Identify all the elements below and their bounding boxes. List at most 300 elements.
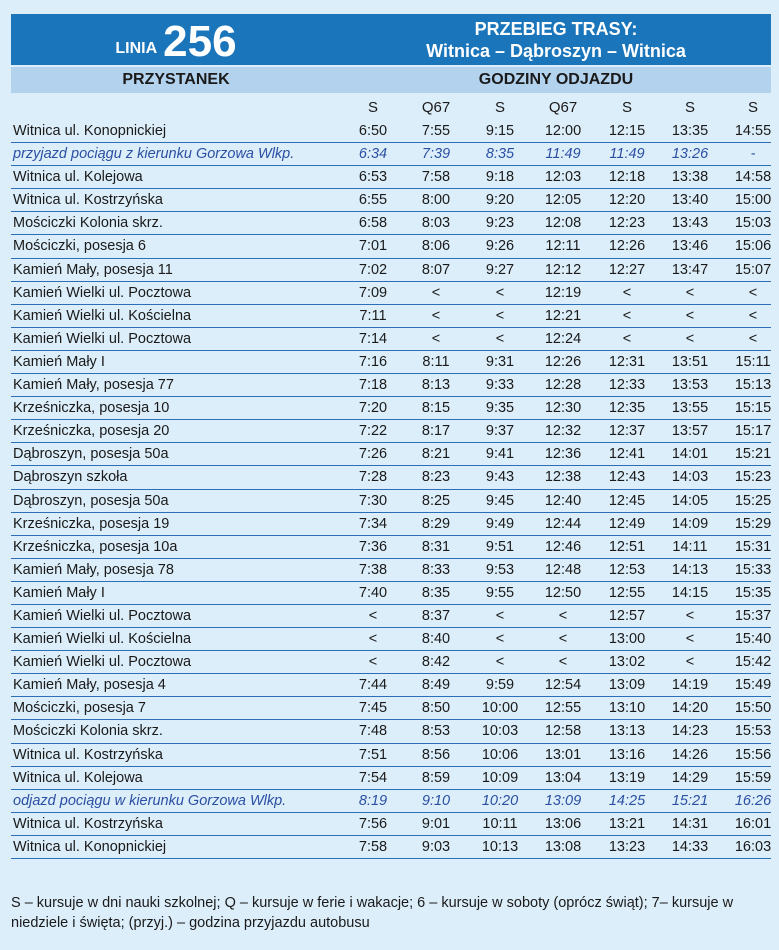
stop-name: Krześniczka, posesja 10	[13, 400, 170, 417]
departure-time: 7:18	[358, 377, 388, 394]
departure-time: 8:53	[421, 723, 451, 740]
departure-time: 8:35	[485, 146, 515, 163]
departure-time: 8:17	[421, 423, 451, 440]
table-row	[11, 212, 771, 235]
stop-name: Kamień Mały I	[13, 584, 105, 601]
departure-time: 10:20	[481, 792, 519, 809]
departure-time: 7:58	[421, 169, 451, 186]
departure-time: 9:45	[485, 492, 515, 509]
departure-time: 14:55	[734, 123, 772, 139]
table-row	[11, 166, 771, 189]
table-row	[11, 443, 771, 466]
departure-time: 10:00	[481, 700, 519, 717]
departure-time: 7:14	[358, 330, 388, 347]
course-type: Q67	[421, 99, 451, 116]
course-type: S	[747, 99, 758, 116]
departure-time: 7:02	[358, 261, 388, 278]
departure-time: 6:50	[358, 123, 388, 139]
departure-time: 9:10	[421, 792, 451, 809]
departure-time: 13:47	[671, 261, 709, 278]
departure-time: 13:01	[544, 746, 582, 763]
table-row	[11, 559, 771, 582]
departure-time: 6:55	[358, 192, 388, 209]
table-row	[11, 466, 771, 489]
departure-time: 7:44	[358, 677, 388, 694]
departure-time: 13:38	[671, 169, 709, 186]
departure-time: 16:01	[734, 815, 772, 832]
departure-time: 14:03	[671, 469, 709, 486]
departure-time: 8:13	[421, 377, 451, 394]
departure-time: 13:06	[544, 815, 582, 832]
departure-time: 7:16	[358, 353, 388, 370]
departure-time: 10:06	[481, 746, 519, 763]
departure-time: 13:23	[608, 838, 646, 855]
departure-time: <	[495, 607, 505, 624]
footnote: S – kursuje w dni nauki szkolnej; Q – kursuje w ferie i wakacje; 6 – kursuje w soboty (oprócz świąt); 7– kursuje w niedziele i święta; (przyj.) – godzina przyjazdu autobusu	[11, 895, 734, 931]
departure-time: <	[368, 631, 378, 648]
stop-name: Mościczki Kolonia skrz.	[13, 723, 163, 740]
departure-time: 8:33	[421, 561, 451, 578]
table-row	[11, 420, 771, 443]
departure-time: 15:17	[734, 423, 772, 440]
stop-name: Krześniczka, posesja 20	[13, 423, 170, 440]
stop-name: Dąbroszyn, posesja 50a	[13, 492, 169, 509]
departure-time: 13:55	[671, 400, 709, 417]
departure-time: 7:09	[358, 284, 388, 301]
departure-time: 14:23	[671, 723, 709, 740]
departure-time: 12:44	[544, 515, 582, 532]
departure-time: 8:50	[421, 700, 451, 717]
departure-time: 14:13	[671, 561, 709, 578]
departure-time: 7:26	[358, 446, 388, 463]
course-type-header-row	[11, 96, 771, 120]
table-row	[11, 189, 771, 212]
departure-time: 15:31	[734, 538, 772, 555]
departure-time: <	[431, 330, 441, 347]
departure-time: 9:35	[485, 400, 515, 417]
departure-time: 12:43	[608, 469, 646, 486]
departure-time: 15:49	[734, 677, 772, 694]
departure-time: 12:11	[545, 238, 581, 255]
stop-name: Kamień Wielki ul. Kościelna	[13, 307, 192, 324]
route-name: Witnica – Dąbroszyn – Witnica	[426, 41, 686, 61]
departure-time: <	[558, 631, 568, 648]
departure-time: 11:49	[609, 146, 645, 163]
departure-time: 7:54	[358, 769, 388, 786]
stop-name: Kamień Mały, posesja 11	[13, 261, 173, 278]
stop-name: Witnica ul. Kolejowa	[13, 169, 143, 186]
departure-time: 14:19	[671, 677, 709, 694]
departure-time: 12:26	[544, 353, 582, 370]
departure-time: 12:35	[608, 400, 646, 417]
departure-time: 12:03	[544, 169, 582, 186]
departure-time: 15:53	[734, 723, 772, 740]
table-row	[11, 282, 771, 305]
departure-time: 14:11	[672, 538, 708, 555]
stop-name: Kamień Wielki ul. Kościelna	[13, 631, 192, 648]
departure-time: 6:58	[358, 215, 388, 232]
departure-time: 9:23	[485, 215, 515, 232]
stop-name: Mościczki Kolonia skrz.	[13, 215, 163, 232]
stop-name: Kamień Wielki ul. Pocztowa	[13, 654, 192, 671]
departure-time: 12:30	[544, 400, 582, 417]
departure-time: 8:49	[421, 677, 451, 694]
table-row	[11, 628, 771, 651]
stop-name: odjazd pociągu w kierunku Gorzowa Wlkp.	[13, 792, 287, 809]
departure-time: 9:51	[485, 538, 515, 555]
departure-time: 8:19	[358, 792, 388, 809]
train-connection-row	[11, 790, 771, 813]
departure-time: 12:46	[544, 538, 582, 555]
table-row	[11, 767, 771, 790]
table-row	[11, 720, 771, 743]
departure-time: 14:33	[671, 838, 709, 855]
departure-time: 7:28	[358, 469, 388, 486]
departure-time: 12:18	[608, 169, 646, 186]
departure-time: <	[368, 607, 378, 624]
departure-time: 12:20	[608, 192, 646, 209]
stop-name: Witnica ul. Kostrzyńska	[13, 746, 163, 763]
stop-name: Witnica ul. Kostrzyńska	[13, 192, 163, 209]
departure-time: 15:29	[734, 515, 772, 532]
departure-time: 15:42	[734, 654, 772, 671]
departure-time: -	[750, 146, 756, 163]
departure-time: <	[685, 307, 695, 324]
departure-time: 9:43	[485, 469, 515, 486]
departure-time: 12:37	[608, 423, 646, 440]
departure-time: 13:08	[544, 838, 582, 855]
departure-time: 12:08	[544, 215, 582, 232]
table-row	[11, 305, 771, 328]
departure-time: 12:12	[544, 261, 582, 278]
departure-time: 14:20	[671, 700, 709, 717]
departure-time: 15:37	[734, 607, 772, 624]
table-row	[11, 513, 771, 536]
departure-time: 8:07	[421, 261, 451, 278]
departure-time: 15:40	[734, 631, 772, 648]
departure-time: 13:04	[544, 769, 582, 786]
stop-name: Witnica ul. Kolejowa	[13, 769, 143, 786]
departure-time: 15:07	[734, 261, 772, 278]
departure-time: 15:25	[734, 492, 772, 509]
departure-time: 7:38	[358, 561, 388, 578]
departure-time: 15:35	[734, 584, 772, 601]
departure-time: 13:00	[608, 631, 646, 648]
departure-time: 12:05	[544, 192, 582, 209]
course-type: Q67	[548, 99, 578, 116]
departure-time: 12:50	[544, 584, 582, 601]
table-row	[11, 651, 771, 674]
stop-name: Mościczki, posesja 6	[13, 238, 146, 255]
departure-time: 10:09	[481, 769, 519, 786]
departure-time: 9:01	[421, 815, 451, 832]
departure-time: 8:25	[421, 492, 451, 509]
departure-time: 10:13	[481, 838, 519, 855]
departure-time: 9:20	[485, 192, 515, 209]
departure-time: 13:51	[671, 353, 709, 370]
departure-time: 12:00	[544, 123, 582, 139]
departure-time: 8:35	[421, 584, 451, 601]
departure-time: <	[685, 607, 695, 624]
departure-time: <	[622, 284, 632, 301]
departure-time: 12:15	[608, 123, 646, 139]
departure-time: 13:46	[671, 238, 709, 255]
departure-time: <	[495, 307, 505, 324]
departure-time: 7:34	[358, 515, 388, 532]
stop-name: Dąbroszyn szkoła	[13, 469, 128, 486]
departure-time: 8:23	[421, 469, 451, 486]
stop-name: Kamień Wielki ul. Pocztowa	[13, 607, 192, 624]
train-connection-row	[11, 143, 771, 166]
departure-time: 12:40	[544, 492, 582, 509]
departure-time: 9:33	[485, 377, 515, 394]
departure-time: 14:15	[671, 584, 709, 601]
departure-time: <	[748, 307, 758, 324]
table-row	[11, 120, 771, 143]
departure-time: <	[685, 330, 695, 347]
stop-name: przyjazd pociągu z kierunku Gorzowa Wlkp.	[13, 146, 295, 163]
departure-time: 7:01	[358, 238, 388, 255]
departure-time: 6:53	[358, 169, 388, 186]
departure-time: 13:26	[671, 146, 709, 163]
table-row	[11, 813, 771, 836]
departure-time: 9:27	[485, 261, 515, 278]
departure-time: 12:27	[608, 261, 646, 278]
departure-time: 14:26	[671, 746, 709, 763]
departure-time: 7:45	[358, 700, 388, 717]
departure-time: <	[495, 654, 505, 671]
departure-time: 11:49	[545, 146, 581, 163]
table-row	[11, 536, 771, 559]
departure-time: 7:39	[421, 146, 451, 163]
departure-time: 15:06	[734, 238, 772, 255]
departure-time: <	[622, 330, 632, 347]
departure-time: 8:40	[421, 631, 451, 648]
stop-column-header: PRZYSTANEK	[122, 71, 230, 88]
departure-time: 14:58	[734, 169, 772, 186]
stop-name: Krześniczka, posesja 19	[13, 515, 170, 532]
departure-time: <	[431, 307, 441, 324]
departure-time: 12:36	[544, 446, 582, 463]
departure-time: 15:33	[734, 561, 772, 578]
departure-time: 12:26	[608, 238, 646, 255]
departure-time: 13:35	[671, 123, 709, 139]
stop-name: Witnica ul. Konopnickiej	[13, 123, 167, 139]
departure-time: 9:18	[485, 169, 515, 186]
stop-name: Witnica ul. Konopnickiej	[13, 838, 167, 855]
timetable-header	[11, 14, 771, 65]
departure-time: 9:53	[485, 561, 515, 578]
line-label: LINIA	[115, 40, 158, 57]
departure-time: 12:32	[544, 423, 582, 440]
departure-time: 13:09	[544, 792, 582, 809]
table-row	[11, 836, 771, 859]
departure-time: 12:57	[608, 607, 646, 624]
departure-time: 14:09	[671, 515, 709, 532]
departure-time: 8:11	[422, 353, 450, 370]
stop-name: Witnica ul. Kostrzyńska	[13, 815, 163, 832]
table-row	[11, 605, 771, 628]
departure-time: 8:15	[421, 400, 451, 417]
departure-time: 10:03	[481, 723, 519, 740]
departure-time: 12:49	[608, 515, 646, 532]
departure-time: 8:21	[421, 446, 451, 463]
departure-time: 12:33	[608, 377, 646, 394]
course-type: S	[684, 99, 695, 116]
departure-time: 7:48	[358, 723, 388, 740]
departure-time: 15:56	[734, 746, 772, 763]
departure-time: <	[495, 284, 505, 301]
departure-time: 13:21	[608, 815, 646, 832]
departure-time: 15:03	[734, 215, 772, 232]
line-number: 256	[163, 17, 237, 66]
departure-time: 15:11	[735, 353, 771, 370]
departure-time: 7:51	[358, 746, 388, 763]
departure-time: 12:55	[544, 700, 582, 717]
departure-time: 13:53	[671, 377, 709, 394]
departure-time: 13:16	[608, 746, 646, 763]
timetable-rows	[11, 120, 771, 859]
route-block	[341, 14, 771, 65]
departure-time: 15:50	[734, 700, 772, 717]
departure-time: <	[495, 330, 505, 347]
stop-name: Mościczki, posesja 7	[13, 700, 146, 717]
departure-time: <	[685, 654, 695, 671]
table-row	[11, 374, 771, 397]
course-type: S	[367, 99, 378, 116]
departure-time: 15:23	[734, 469, 772, 486]
departure-time: 7:20	[358, 400, 388, 417]
table-row	[11, 674, 771, 697]
table-row	[11, 582, 771, 605]
table-subheader	[11, 67, 771, 93]
departure-time: 14:01	[671, 446, 709, 463]
departure-time: <	[368, 654, 378, 671]
stop-name: Krześniczka, posesja 10a	[13, 538, 178, 555]
stop-name: Dąbroszyn, posesja 50a	[13, 446, 169, 463]
departure-time: <	[431, 284, 441, 301]
departure-time: 8:56	[421, 746, 451, 763]
departure-time: 7:30	[358, 492, 388, 509]
departure-time: 7:55	[421, 123, 451, 139]
departure-time: 7:36	[358, 538, 388, 555]
departure-time: <	[558, 607, 568, 624]
line-number-block	[11, 14, 341, 65]
departure-time: 9:15	[485, 123, 515, 139]
departure-time: 14:29	[671, 769, 709, 786]
departure-time: 12:21	[544, 307, 582, 324]
table-row	[11, 397, 771, 420]
departure-time: 9:31	[485, 353, 515, 370]
departure-time: <	[622, 307, 632, 324]
stop-name: Kamień Mały I	[13, 353, 105, 370]
departure-time: <	[685, 631, 695, 648]
departure-time: 15:21	[671, 792, 709, 809]
departure-time: 12:23	[608, 215, 646, 232]
course-type: S	[621, 99, 632, 116]
departure-time: <	[748, 284, 758, 301]
departure-time: 15:13	[734, 377, 772, 394]
departure-time: 12:48	[544, 561, 582, 578]
departure-time: 12:53	[608, 561, 646, 578]
times-column-header: GODZINY ODJAZDU	[478, 71, 634, 88]
stop-name: Kamień Wielki ul. Pocztowa	[13, 284, 192, 301]
departure-time: 7:22	[358, 423, 388, 440]
departure-time: <	[685, 284, 695, 301]
departure-time: 9:49	[485, 515, 515, 532]
departure-time: 8:03	[421, 215, 451, 232]
table-row	[11, 235, 771, 258]
departure-time: 13:10	[608, 700, 646, 717]
departure-time: 8:42	[421, 654, 451, 671]
departure-time: 13:13	[608, 723, 646, 740]
departure-time: 9:37	[485, 423, 515, 440]
departure-time: 10:11	[482, 815, 518, 832]
departure-time: 8:59	[421, 769, 451, 786]
departure-time: 16:03	[734, 838, 772, 855]
table-row	[11, 351, 771, 374]
route-label: PRZEBIEG TRASY:	[474, 19, 638, 39]
departure-time: 9:55	[485, 584, 515, 601]
departure-time: 12:54	[544, 677, 582, 694]
stop-name: Kamień Mały, posesja 78	[13, 561, 174, 578]
table-row	[11, 697, 771, 720]
stop-name: Kamień Mały, posesja 77	[13, 377, 174, 394]
departure-time: 15:21	[734, 446, 772, 463]
departure-time: 12:58	[544, 723, 582, 740]
departure-time: <	[748, 330, 758, 347]
stop-name: Kamień Mały, posesja 4	[13, 677, 166, 694]
departure-time: 8:31	[421, 538, 451, 555]
departure-time: 7:58	[358, 838, 388, 855]
departure-time: 15:15	[734, 400, 772, 417]
departure-time: 9:03	[421, 838, 451, 855]
course-type: S	[494, 99, 505, 116]
departure-time: 8:00	[421, 192, 451, 209]
departure-time: 12:24	[544, 330, 582, 347]
departure-time: 9:26	[485, 238, 515, 255]
table-row	[11, 328, 771, 351]
departure-time: 13:09	[608, 677, 646, 694]
departure-time: 14:05	[671, 492, 709, 509]
departure-time: 12:45	[608, 492, 646, 509]
departure-time: 8:06	[421, 238, 451, 255]
departure-time: 9:59	[485, 677, 515, 694]
departure-time: 13:19	[608, 769, 646, 786]
departure-time: 14:25	[608, 792, 646, 809]
departure-time: <	[558, 654, 568, 671]
departure-time: 15:00	[734, 192, 772, 209]
departure-time: 16:26	[734, 792, 772, 809]
departure-time: 12:38	[544, 469, 582, 486]
departure-time: 12:51	[608, 538, 646, 555]
departure-time: 8:29	[421, 515, 451, 532]
departure-time: 13:57	[671, 423, 709, 440]
departure-time: 12:55	[608, 584, 646, 601]
departure-time: 12:19	[544, 284, 582, 301]
departure-time: 12:28	[544, 377, 582, 394]
stop-name: Kamień Wielki ul. Pocztowa	[13, 330, 192, 347]
departure-time: 7:11	[359, 307, 387, 324]
table-row	[11, 490, 771, 513]
departure-time: 15:59	[734, 769, 772, 786]
departure-time: <	[495, 631, 505, 648]
departure-time: 6:34	[358, 146, 388, 163]
departure-time: 13:43	[671, 215, 709, 232]
departure-time: 14:31	[671, 815, 709, 832]
departure-time: 9:41	[485, 446, 515, 463]
departure-time: 12:31	[608, 353, 646, 370]
